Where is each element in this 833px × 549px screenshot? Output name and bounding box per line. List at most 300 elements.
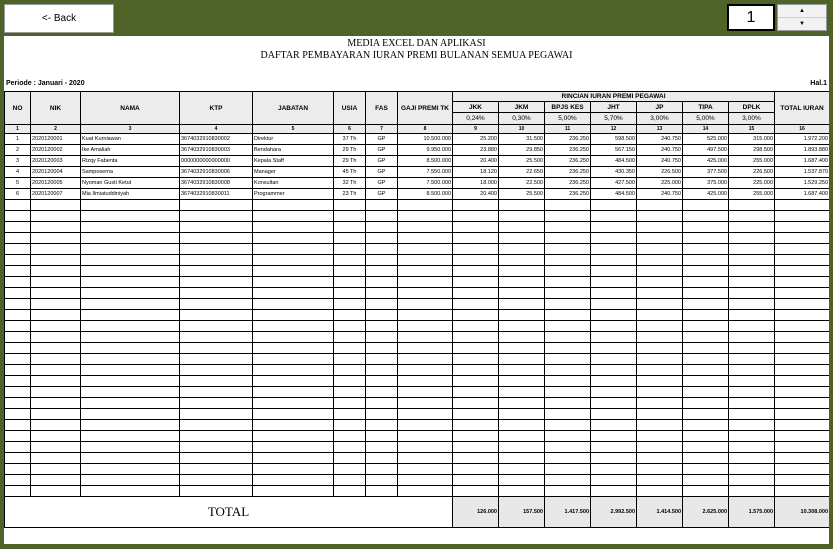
cell-jabatan bbox=[253, 277, 334, 288]
cell-bpjs bbox=[545, 233, 591, 244]
table-row bbox=[5, 343, 830, 354]
cell-jkm bbox=[499, 343, 545, 354]
cell-tipa bbox=[683, 420, 729, 431]
cell-bpjs bbox=[545, 310, 591, 321]
cell-jp: 240.750 bbox=[637, 156, 683, 167]
cell-nik: 2020120005 bbox=[31, 178, 81, 189]
cell-ktp bbox=[180, 343, 253, 354]
cell-dplk: 225.000 bbox=[729, 178, 775, 189]
cell-no bbox=[5, 387, 31, 398]
cell-no bbox=[5, 321, 31, 332]
cell-ktp bbox=[180, 244, 253, 255]
table-row bbox=[5, 442, 830, 453]
table-row bbox=[5, 365, 830, 376]
cell-fas bbox=[366, 200, 398, 211]
cell-total bbox=[775, 266, 829, 277]
cell-jabatan bbox=[253, 442, 334, 453]
cell-nama bbox=[81, 398, 180, 409]
cell-gaji bbox=[398, 255, 453, 266]
cell-jkm bbox=[499, 222, 545, 233]
cell-jabatan bbox=[253, 420, 334, 431]
cell-dplk bbox=[729, 321, 775, 332]
cell-jabatan bbox=[253, 409, 334, 420]
cell-jht bbox=[591, 255, 637, 266]
cell-jht bbox=[591, 431, 637, 442]
cell-jabatan: Kepala Staff bbox=[253, 156, 334, 167]
table-row bbox=[5, 200, 830, 211]
cell-dplk bbox=[729, 288, 775, 299]
cell-usia bbox=[334, 354, 366, 365]
cell-jp: 240.750 bbox=[637, 145, 683, 156]
cell-usia bbox=[334, 464, 366, 475]
cell-no bbox=[5, 233, 31, 244]
cell-ktp bbox=[180, 475, 253, 486]
col-total: TOTAL IURAN bbox=[775, 92, 829, 125]
cell-total: 1.537.870 bbox=[775, 167, 829, 178]
col-tipa: TIPA bbox=[683, 102, 729, 113]
table-row bbox=[5, 453, 830, 464]
cell-jabatan bbox=[253, 321, 334, 332]
cell-jp bbox=[637, 475, 683, 486]
cell-jabatan bbox=[253, 266, 334, 277]
cell-ktp: 3674032910830011 bbox=[180, 189, 253, 200]
cell-jkk bbox=[453, 299, 499, 310]
cell-nama: Ike Amaliah bbox=[81, 145, 180, 156]
cell-tipa bbox=[683, 486, 729, 497]
total-jp: 1.414.500 bbox=[637, 497, 683, 528]
cell-jabatan bbox=[253, 431, 334, 442]
cell-bpjs bbox=[545, 409, 591, 420]
cell-total bbox=[775, 277, 829, 288]
cell-jabatan bbox=[253, 475, 334, 486]
cell-usia bbox=[334, 332, 366, 343]
cell-tipa bbox=[683, 453, 729, 464]
cell-jkk bbox=[453, 200, 499, 211]
cell-jkm: 25.500 bbox=[499, 156, 545, 167]
cell-tipa bbox=[683, 211, 729, 222]
cell-jht bbox=[591, 222, 637, 233]
cell-total bbox=[775, 420, 829, 431]
cell-jabatan bbox=[253, 398, 334, 409]
cell-jht: 427.500 bbox=[591, 178, 637, 189]
cell-dplk bbox=[729, 222, 775, 233]
cell-ktp: 0000000000000000 bbox=[180, 156, 253, 167]
cell-fas bbox=[366, 288, 398, 299]
back-button[interactable]: <- Back bbox=[4, 4, 114, 33]
cell-jkk bbox=[453, 409, 499, 420]
cell-ktp bbox=[180, 453, 253, 464]
cell-jht bbox=[591, 409, 637, 420]
table-row bbox=[5, 321, 830, 332]
cell-total bbox=[775, 343, 829, 354]
cell-gaji bbox=[398, 453, 453, 464]
cell-usia: 29 Th bbox=[334, 145, 366, 156]
cell-fas bbox=[366, 266, 398, 277]
cell-jp: 240.750 bbox=[637, 134, 683, 145]
cell-nik bbox=[31, 200, 81, 211]
cell-no bbox=[5, 277, 31, 288]
cell-nama: Nyoman Gusti Ketut bbox=[81, 178, 180, 189]
cell-jabatan bbox=[253, 222, 334, 233]
cell-jht bbox=[591, 464, 637, 475]
cell-jkk bbox=[453, 332, 499, 343]
cell-total bbox=[775, 409, 829, 420]
cell-jkk bbox=[453, 387, 499, 398]
cell-jp bbox=[637, 409, 683, 420]
cell-nama bbox=[81, 321, 180, 332]
cell-jht bbox=[591, 343, 637, 354]
cell-gaji bbox=[398, 200, 453, 211]
col-index: 7 bbox=[366, 125, 398, 134]
cell-tipa bbox=[683, 277, 729, 288]
cell-nik bbox=[31, 332, 81, 343]
cell-no bbox=[5, 486, 31, 497]
cell-dplk bbox=[729, 442, 775, 453]
cell-total bbox=[775, 398, 829, 409]
cell-jabatan: Bendahara bbox=[253, 145, 334, 156]
cell-dplk bbox=[729, 266, 775, 277]
cell-total: 1.893.880 bbox=[775, 145, 829, 156]
col-jkk: JKK bbox=[453, 102, 499, 113]
cell-gaji bbox=[398, 420, 453, 431]
cell-ktp bbox=[180, 365, 253, 376]
cell-nik bbox=[31, 266, 81, 277]
cell-jabatan bbox=[253, 332, 334, 343]
cell-usia bbox=[334, 387, 366, 398]
cell-jabatan bbox=[253, 200, 334, 211]
cell-tipa bbox=[683, 332, 729, 343]
cell-jp bbox=[637, 266, 683, 277]
cell-nama bbox=[81, 310, 180, 321]
cell-usia bbox=[334, 299, 366, 310]
cell-ktp: 3674032910830008 bbox=[180, 178, 253, 189]
cell-tipa bbox=[683, 244, 729, 255]
cell-usia bbox=[334, 398, 366, 409]
cell-jkk bbox=[453, 266, 499, 277]
cell-ktp bbox=[180, 398, 253, 409]
cell-jabatan: Konsultan bbox=[253, 178, 334, 189]
cell-total bbox=[775, 244, 829, 255]
cell-fas: GP bbox=[366, 178, 398, 189]
total-jht: 2.992.500 bbox=[591, 497, 637, 528]
col-dplk: DPLK bbox=[729, 102, 775, 113]
cell-no bbox=[5, 442, 31, 453]
col-index: 9 bbox=[453, 125, 499, 134]
col-index: 4 bbox=[180, 125, 253, 134]
cell-fas bbox=[366, 431, 398, 442]
cell-fas bbox=[366, 310, 398, 321]
cell-gaji bbox=[398, 211, 453, 222]
cell-jht bbox=[591, 288, 637, 299]
cell-jht bbox=[591, 486, 637, 497]
cell-jp bbox=[637, 288, 683, 299]
cell-jkm bbox=[499, 244, 545, 255]
cell-tipa bbox=[683, 442, 729, 453]
cell-tipa bbox=[683, 299, 729, 310]
col-jp: JP bbox=[637, 102, 683, 113]
cell-tipa: 425.000 bbox=[683, 156, 729, 167]
cell-jabatan bbox=[253, 310, 334, 321]
spin-up-button[interactable] bbox=[778, 5, 826, 18]
cell-jp bbox=[637, 376, 683, 387]
cell-jkm bbox=[499, 266, 545, 277]
cell-tipa bbox=[683, 354, 729, 365]
cell-dplk bbox=[729, 244, 775, 255]
cell-usia: 29 Th bbox=[334, 156, 366, 167]
cell-jkk bbox=[453, 233, 499, 244]
cell-fas bbox=[366, 464, 398, 475]
cell-nama: Mia Ilmiatuddiniyah bbox=[81, 189, 180, 200]
cell-nama bbox=[81, 222, 180, 233]
total-bpjs: 1.417.500 bbox=[545, 497, 591, 528]
cell-total: 1.687.400 bbox=[775, 189, 829, 200]
pct-jht: 5,70% bbox=[591, 113, 637, 125]
report-title: MEDIA EXCEL DAN APLIKASI bbox=[347, 38, 486, 49]
cell-usia bbox=[334, 233, 366, 244]
cell-gaji bbox=[398, 387, 453, 398]
cell-jkm bbox=[499, 420, 545, 431]
table-row bbox=[5, 464, 830, 475]
cell-gaji: 10.500.000 bbox=[398, 134, 453, 145]
cell-dplk bbox=[729, 387, 775, 398]
cell-usia: 37 Th bbox=[334, 134, 366, 145]
cell-no bbox=[5, 343, 31, 354]
table-row bbox=[5, 354, 830, 365]
cell-fas bbox=[366, 475, 398, 486]
cell-usia bbox=[334, 277, 366, 288]
table-row bbox=[5, 189, 830, 200]
cell-usia bbox=[334, 365, 366, 376]
cell-jht bbox=[591, 277, 637, 288]
cell-jkk bbox=[453, 420, 499, 431]
cell-dplk bbox=[729, 398, 775, 409]
cell-gaji bbox=[398, 398, 453, 409]
cell-jkk: 18.000 bbox=[453, 178, 499, 189]
cell-tipa: 525.000 bbox=[683, 134, 729, 145]
cell-total bbox=[775, 431, 829, 442]
cell-fas bbox=[366, 244, 398, 255]
table-row bbox=[5, 486, 830, 497]
cell-nama bbox=[81, 332, 180, 343]
cell-jabatan bbox=[253, 244, 334, 255]
table-row bbox=[5, 332, 830, 343]
cell-ktp bbox=[180, 376, 253, 387]
total-dplk: 1.575.000 bbox=[729, 497, 775, 528]
cell-usia bbox=[334, 321, 366, 332]
cell-total bbox=[775, 310, 829, 321]
cell-fas: GP bbox=[366, 134, 398, 145]
cell-dplk bbox=[729, 310, 775, 321]
cell-total bbox=[775, 442, 829, 453]
cell-nama bbox=[81, 343, 180, 354]
cell-nik bbox=[31, 354, 81, 365]
table-row bbox=[5, 255, 830, 266]
cell-nama bbox=[81, 244, 180, 255]
col-index: 8 bbox=[398, 125, 453, 134]
table-row bbox=[5, 387, 830, 398]
col-jht: JHT bbox=[591, 102, 637, 113]
cell-no: 4 bbox=[5, 167, 31, 178]
cell-bpjs bbox=[545, 288, 591, 299]
table-row bbox=[5, 145, 830, 156]
cell-jp bbox=[637, 299, 683, 310]
cell-dplk bbox=[729, 343, 775, 354]
cell-nik bbox=[31, 442, 81, 453]
cell-nik: 2020120007 bbox=[31, 189, 81, 200]
col-nik: NIK bbox=[31, 92, 81, 125]
cell-jabatan: Direktur bbox=[253, 134, 334, 145]
cell-jht bbox=[591, 200, 637, 211]
cell-jkm bbox=[499, 310, 545, 321]
cell-fas: GP bbox=[366, 167, 398, 178]
pct-jp: 3,00% bbox=[637, 113, 683, 125]
cell-total bbox=[775, 332, 829, 343]
cell-nik bbox=[31, 343, 81, 354]
cell-jkm bbox=[499, 354, 545, 365]
cell-ktp: 3674032910830002 bbox=[180, 134, 253, 145]
cell-total bbox=[775, 365, 829, 376]
cell-jkm bbox=[499, 475, 545, 486]
col-index: 16 bbox=[775, 125, 829, 134]
page-spinner[interactable] bbox=[777, 4, 827, 31]
cell-usia: 45 Th bbox=[334, 167, 366, 178]
cell-usia bbox=[334, 486, 366, 497]
cell-no bbox=[5, 398, 31, 409]
table-row bbox=[5, 431, 830, 442]
cell-jabatan bbox=[253, 354, 334, 365]
col-usia: USIA bbox=[334, 92, 366, 125]
cell-jkm bbox=[499, 442, 545, 453]
cell-fas bbox=[366, 343, 398, 354]
cell-tipa bbox=[683, 310, 729, 321]
cell-jabatan bbox=[253, 453, 334, 464]
cell-dplk bbox=[729, 332, 775, 343]
cell-jht bbox=[591, 244, 637, 255]
cell-jkm bbox=[499, 200, 545, 211]
cell-nik bbox=[31, 475, 81, 486]
cell-dplk bbox=[729, 365, 775, 376]
cell-jp bbox=[637, 431, 683, 442]
cell-usia bbox=[334, 200, 366, 211]
cell-tipa bbox=[683, 475, 729, 486]
report-period: Periode : Januari - 2020 bbox=[6, 80, 85, 87]
cell-tipa bbox=[683, 266, 729, 277]
cell-bpjs bbox=[545, 200, 591, 211]
cell-nik bbox=[31, 211, 81, 222]
cell-no bbox=[5, 453, 31, 464]
page-label: Hal.1 bbox=[810, 80, 827, 87]
page-number-field[interactable]: 1 bbox=[727, 4, 775, 31]
cell-bpjs bbox=[545, 321, 591, 332]
cell-no bbox=[5, 310, 31, 321]
cell-ktp bbox=[180, 486, 253, 497]
cell-tipa bbox=[683, 365, 729, 376]
cell-jkk bbox=[453, 211, 499, 222]
cell-tipa bbox=[683, 200, 729, 211]
cell-jkm bbox=[499, 398, 545, 409]
table-row bbox=[5, 376, 830, 387]
cell-jht: 430.350 bbox=[591, 167, 637, 178]
cell-jht: 567.150 bbox=[591, 145, 637, 156]
cell-no: 3 bbox=[5, 156, 31, 167]
cell-usia bbox=[334, 409, 366, 420]
cell-jp bbox=[637, 442, 683, 453]
total-jkm: 157.500 bbox=[499, 497, 545, 528]
cell-nama bbox=[81, 420, 180, 431]
cell-jp bbox=[637, 310, 683, 321]
cell-gaji bbox=[398, 299, 453, 310]
cell-tipa bbox=[683, 321, 729, 332]
cell-gaji bbox=[398, 354, 453, 365]
cell-jp: 240.750 bbox=[637, 189, 683, 200]
cell-jabatan bbox=[253, 486, 334, 497]
arrow-up-icon: ▲ bbox=[799, 8, 805, 14]
pct-tipa: 5,00% bbox=[683, 113, 729, 125]
table-row bbox=[5, 409, 830, 420]
total-label: TOTAL bbox=[5, 497, 453, 528]
cell-dplk bbox=[729, 200, 775, 211]
cell-tipa: 497.500 bbox=[683, 145, 729, 156]
cell-jp bbox=[637, 277, 683, 288]
cell-nik bbox=[31, 420, 81, 431]
cell-usia bbox=[334, 266, 366, 277]
cell-bpjs bbox=[545, 299, 591, 310]
cell-usia bbox=[334, 222, 366, 233]
cell-nik bbox=[31, 431, 81, 442]
cell-fas bbox=[366, 321, 398, 332]
cell-jp bbox=[637, 398, 683, 409]
cell-no bbox=[5, 222, 31, 233]
cell-no bbox=[5, 365, 31, 376]
cell-bpjs: 236.250 bbox=[545, 167, 591, 178]
cell-jkm bbox=[499, 255, 545, 266]
cell-tipa bbox=[683, 288, 729, 299]
cell-bpjs bbox=[545, 343, 591, 354]
cell-jht bbox=[591, 398, 637, 409]
cell-nama bbox=[81, 409, 180, 420]
cell-fas bbox=[366, 277, 398, 288]
cell-tipa: 425.000 bbox=[683, 189, 729, 200]
cell-bpjs bbox=[545, 398, 591, 409]
cell-nama bbox=[81, 266, 180, 277]
cell-no bbox=[5, 211, 31, 222]
cell-gaji bbox=[398, 376, 453, 387]
cell-dplk bbox=[729, 299, 775, 310]
cell-dplk: 315.000 bbox=[729, 134, 775, 145]
cell-no bbox=[5, 475, 31, 486]
spin-down-button[interactable] bbox=[778, 18, 826, 30]
cell-total: 1.687.400 bbox=[775, 156, 829, 167]
cell-gaji bbox=[398, 343, 453, 354]
cell-nik bbox=[31, 387, 81, 398]
cell-jp bbox=[637, 343, 683, 354]
cell-gaji bbox=[398, 442, 453, 453]
cell-bpjs bbox=[545, 453, 591, 464]
cell-jkm bbox=[499, 431, 545, 442]
cell-jkk: 23.880 bbox=[453, 145, 499, 156]
cell-fas bbox=[366, 233, 398, 244]
cell-jkk: 20.400 bbox=[453, 156, 499, 167]
cell-jht bbox=[591, 365, 637, 376]
cell-tipa bbox=[683, 387, 729, 398]
cell-fas bbox=[366, 442, 398, 453]
cell-jp bbox=[637, 486, 683, 497]
cell-nama bbox=[81, 288, 180, 299]
cell-nik: 2020120004 bbox=[31, 167, 81, 178]
cell-jkm bbox=[499, 288, 545, 299]
cell-jkk bbox=[453, 310, 499, 321]
cell-jp bbox=[637, 332, 683, 343]
